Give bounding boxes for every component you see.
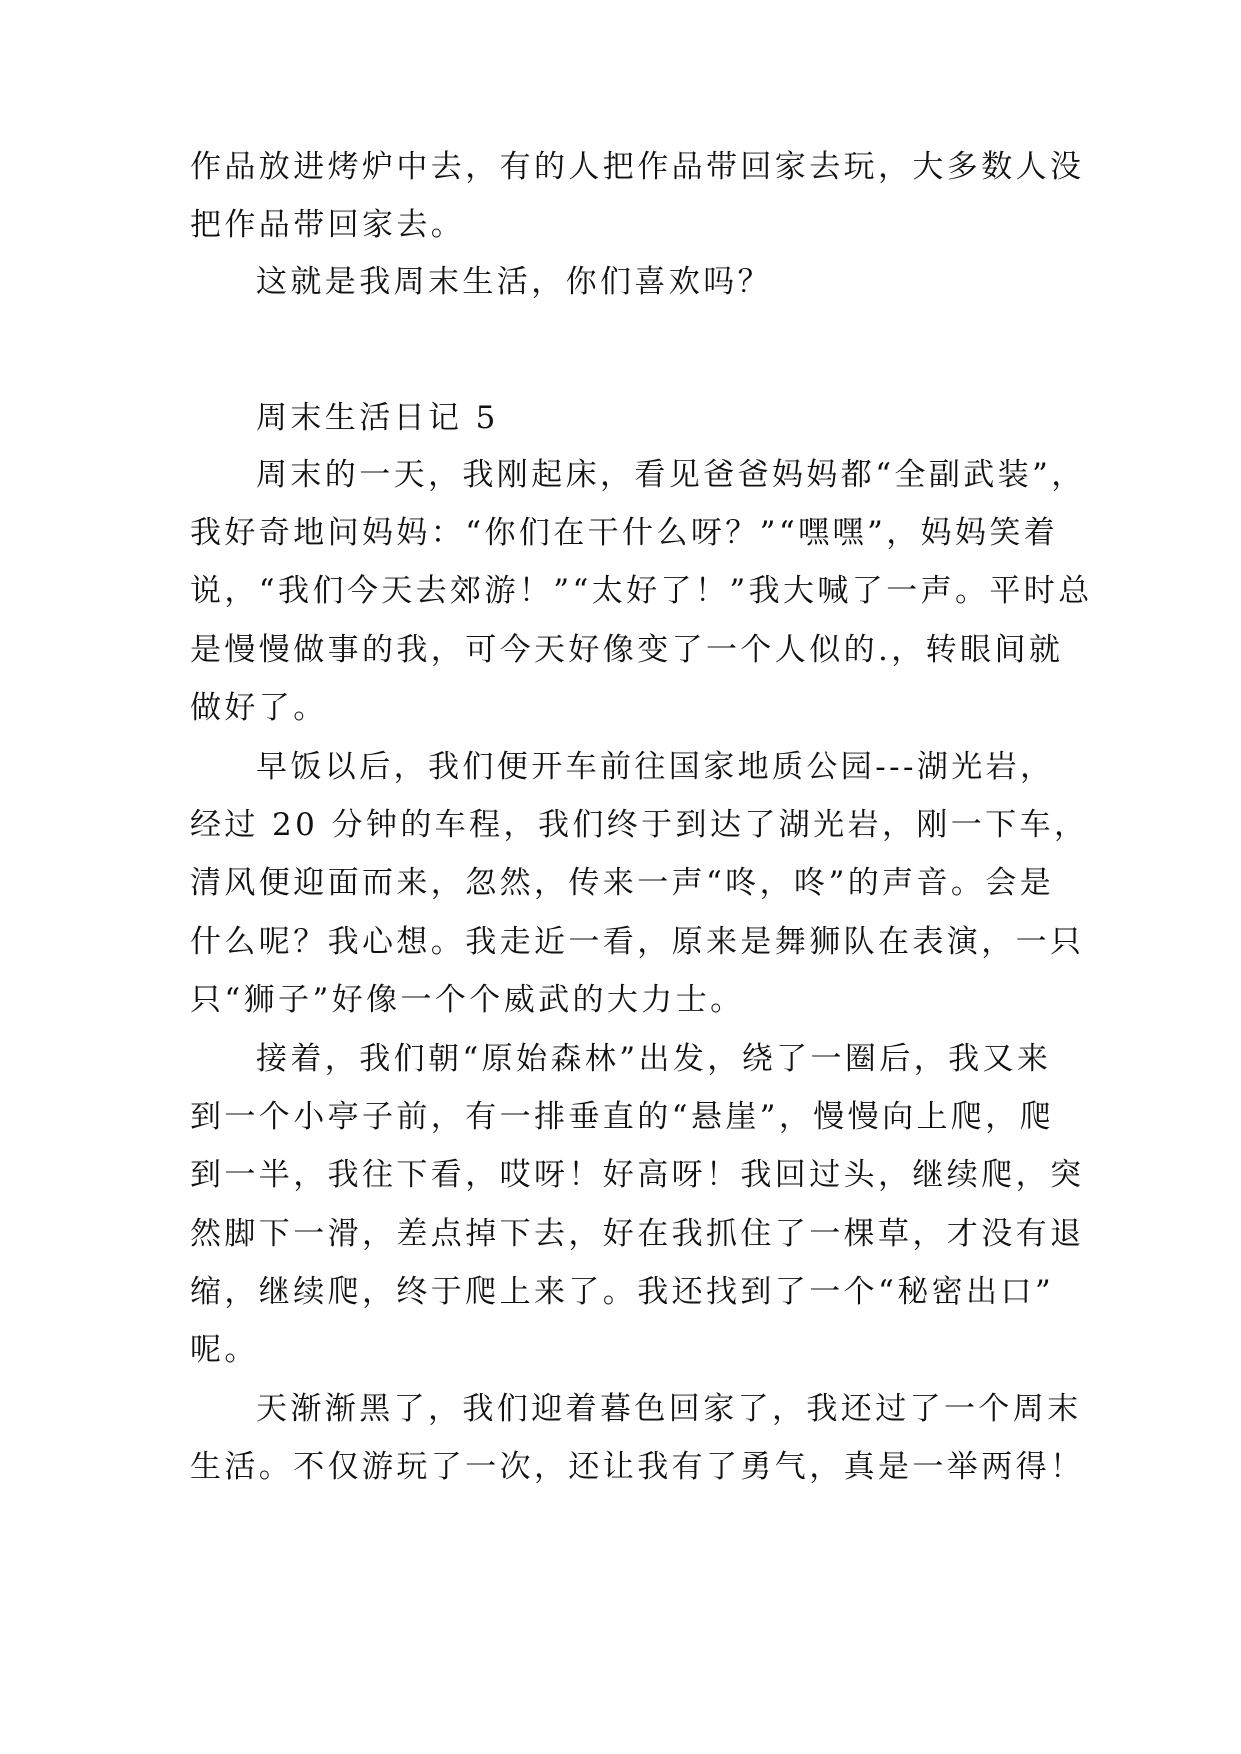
text-line: 接着，我们朝“原始森林”出发，绕了一圈后，我又来 xyxy=(256,1041,1052,1077)
text-line: 周末的一天，我刚起床，看见爸爸妈妈都“全副武装”， xyxy=(256,457,1086,493)
text-line: 生活。不仅游玩了一次，还让我有了勇气，真是一举两得！ xyxy=(190,1449,1085,1485)
text-line: 早饭以后，我们便开车前往国家地质公园---湖光岩， xyxy=(256,749,1055,785)
text-line: 把作品带回家去。 xyxy=(190,207,466,243)
text-line: 缩，继续爬，终于爬上来了。我还找到了一个“秘密出口” xyxy=(190,1274,1055,1310)
text-line: 我好奇地问妈妈：“你们在干什么呀？”“嘿嘿”，妈妈笑着 xyxy=(190,515,1059,551)
text-line: 天渐渐黑了，我们迎着暮色回家了，我还过了一个周末 xyxy=(256,1391,1082,1427)
text-line: 然脚下一滑，差点掉下去，好在我抓住了一棵草，才没有退 xyxy=(190,1216,1085,1252)
text-line: 什么呢？我心想。我走近一看，原来是舞狮队在表演，一只 xyxy=(190,924,1085,960)
text-line: 做好了。 xyxy=(190,690,328,726)
section-heading: 周末生活日记 5 xyxy=(256,400,499,436)
text-line: 作品放进烤炉中去，有的人把作品带回家去玩，大多数人没 xyxy=(190,149,1085,185)
text-line: 呢。 xyxy=(190,1332,259,1368)
text-line: 这就是我周末生活，你们喜欢吗？ xyxy=(256,264,772,300)
text-line: 清风便迎面而来，忽然，传来一声“咚，咚”的声音。会是 xyxy=(190,865,1055,901)
text-line: 到一个小亭子前，有一排垂直的“悬崖”，慢慢向上爬，爬 xyxy=(190,1099,1055,1135)
text-line: 到一半，我往下看，哎呀！好高呀！我回过头，继续爬，突 xyxy=(190,1157,1085,1193)
text-line: 说，“我们今天去郊游！”“太好了！”我大喊了一声。平时总 xyxy=(190,573,1093,609)
text-line: 只“狮子”好像一个个威武的大力士。 xyxy=(190,982,745,1018)
text-line: 是慢慢做事的我，可今天好像变了一个人似的.，转眼间就 xyxy=(190,632,1064,668)
text-line: 经过 20 分钟的车程，我们终于到达了湖光岩，刚一下车， xyxy=(190,807,1089,843)
